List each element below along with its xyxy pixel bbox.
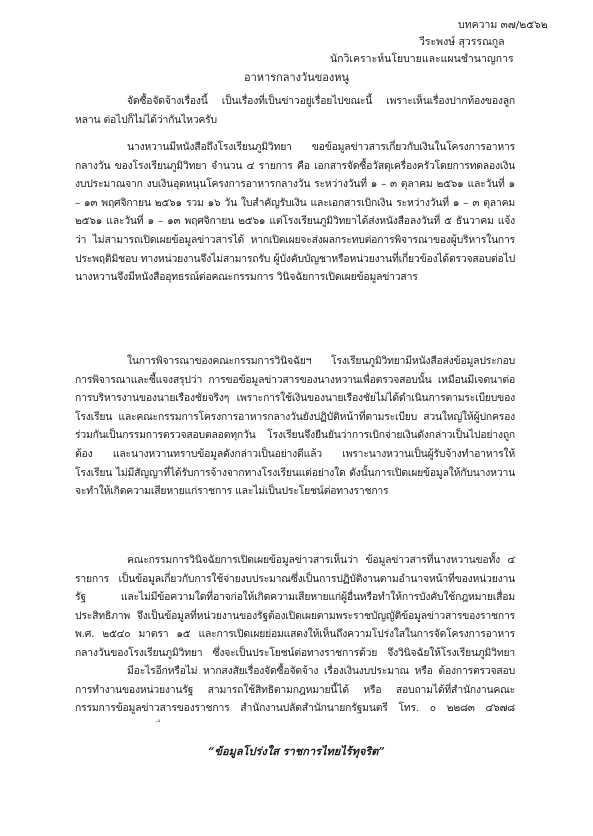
author-name: วีระพงษ์ สุวรรณกูล <box>419 36 505 48</box>
paragraph-text: นางหวานมีหนังสือถึงโรงเรียนภูมิวิทยา ขอข้อมูลข่าวสารเกี่ยวกับเงินในโครงการอาหารกลางวัน ของโรงเรียนภูมิวิทยา จำนวน ๔ รายการ คือ เอกสารจัดซื้อวัสดุเครื่องครัวโดยการทดลองเงินงบประมาณจาก งบเงินอุดหนุนโครงการอาหารกลางวัน ระหว่างวันที่ ๑ – ๓ ตุลาคม ๒๕๖๑ และวันที่ ๑ – ๑๓ พฤศจิกายน ๒๕๖๑ รวม ๑๖ วัน ใบสำคัญรับเงิน และเอกสารเบิกเงิน ระหว่างวันที่ ๑ – ๓ ตุลาคม ๒๕๖๑ และวันที่ ๑ – ๑๓ พฤศจิกายน ๒๕๖๑ แต่โรงเรียนภูมิวิทยาได้ส่งหนังสือลงวันที่ ๕ ธันวาคม แจ้งว่า ไม่สามารถเปิดเผยข้อมูลข่าวสารได้ หากเปิดเผยจะส่งผลกระทบต่อการพิจารณาของผู้บริหารในการประพฤติมิชอบ ทางหน่วยงานจึงไม่สามารถรับ ผู้บังคับบัญชาหรือหน่วยงานที่เกี่ยวข้องได้ตรวจสอบต่อไป นางหวานจึงมีหนังสืออุทธรณ์ต่อคณะกรรมการ วินิจฉัยการเปิดเผยข้อมูลข่าวสาร <box>75 141 515 284</box>
closing-paragraph <box>75 662 515 722</box>
school-response-paragraph <box>75 352 515 544</box>
request-paragraph <box>75 138 515 346</box>
motto: “ข้อมูลโปร่งใส ราชการไทยไร้ทุจริต” <box>208 745 385 758</box>
committee-decision-paragraph <box>75 551 515 663</box>
paragraph-text: ในการพิจารณาของคณะกรรมการวินิจฉัยฯ โรงเรียนภูมิวิทยามีหนังสือส่งข้อมูลประกอบการพิจารณาและชี้แจงสรุปว่า การขอข้อมูลข่าวสารของนางหวานเพื่อตรวจสอบนั้น เหมือนมีเจตนาต่อการบริหารงานของนายเรืองชัยจริงๆ เพราะการใช้เงินของนายเรืองชัยไม่ได้ดำเนินการตามระเบียบของโรงเรียน และคณะกรรมการโครงการอาหารกลางวันยังปฏิบัติหน้าที่ตามระเบียบ สวนใหญ่ให้ผู้ปกครองร่วมกันเป็นกรรมการตรวจสอบตลอดทุกวัน โรงเรียนจึงยืนยันว่าการเบิกจ่ายเงินดังกล่าวเป็นไปอย่างถูกต้อง และนางหวานทราบข้อมูลดังกล่าวเป็นอย่างดีแล้ว เพราะนางหวานเป็นผู้รับจ้างทำอาหารให้โรงเรียน ไม่มีสัญญาที่ได้รับการจ้างจากทางโรงเรียนแต่อย่างใด ดังนั้นการเปิดเผยข้อมูลให้กับนางหวานจะทำให้เกิดความเสียหายแก่ราชการ และไม่เป็นประโยชน์ต่อทางราชการ <box>75 355 515 498</box>
paragraph-text: คณะกรรมการวินิจฉัยการเปิดเผยข้อมูลข่าวสารเห็นว่า ข้อมูลข่าวสารที่นางหวานขอทั้ง ๔ รายการ เป็นข้อมูลเกี่ยวกับการใช้จ่ายงบประมาณซึ่งเป็นการปฏิบัติงานตามอำนาจหน้าที่ของหน่วยงานรัฐ และไม่มีข้อความใดที่อาจก่อให้เกิดความเสียหายแก่ผู้อื่นหรือทำให้การบังคับใช้กฎหมายเสื่อมประสิทธิภาพ จึงเป็นข้อมูลที่หน่วยงานของรัฐต้องเปิดเผยตามพระราชบัญญัติข้อมูลข่าวสารของราชการ พ.ศ. ๒๕๔๐ มาตรา ๑๕ และการเปิดเผยย่อมแสดงให้เห็นถึงความโปร่งใสในการจัดโครงการอาหารกลางวันของโรงเรียนภูมิวิทยา ซึ่งจะเป็นประโยชน์ต่อทางราชการด้วย จึงวินิจฉัยให้โรงเรียนภูมิวิทยา <box>75 554 515 659</box>
intro-paragraph <box>75 92 515 132</box>
paragraph-text: มีอะไรอีกหรือไม่ หากสงสัยเรื่องจัดซื้อจัดจ้าง เรื่องเงินงบประมาณ หรือ ต้องการตรวจสอบการทำงานของหน่วยงานรัฐ สามารถใช้สิทธิตามกฎหมายนี้ได้ หรือ สอบถามได้ที่สำนักงานคณะกรรมการข้อมูลข่าวสารของราชการ สำนักงานปลัดสำนักนายกรัฐมนตรี โทร. ๐ ๒๒๘๓ ๔๖๗๘ <box>75 665 515 715</box>
reference-number: บทความ ๓๗/๒๕๖๒ <box>458 19 548 31</box>
paragraph-text: จัดซื้อจัดจ้างเรื่องนี้ เป็นเรื่องที่เป็นข่าวอยู่เรื่อยไปขณะนี้ เพราะเห็นเรื่องปากท้องของลูกหลาน ต่อไปก็ไม่ได้ว่ากันไหวครับ <box>75 95 515 126</box>
author-position: นักวิเคราะห์นโยบายและแผนชำนาญการ <box>330 53 514 65</box>
article-title: อาหารกลางวันของหนู <box>243 71 350 84</box>
